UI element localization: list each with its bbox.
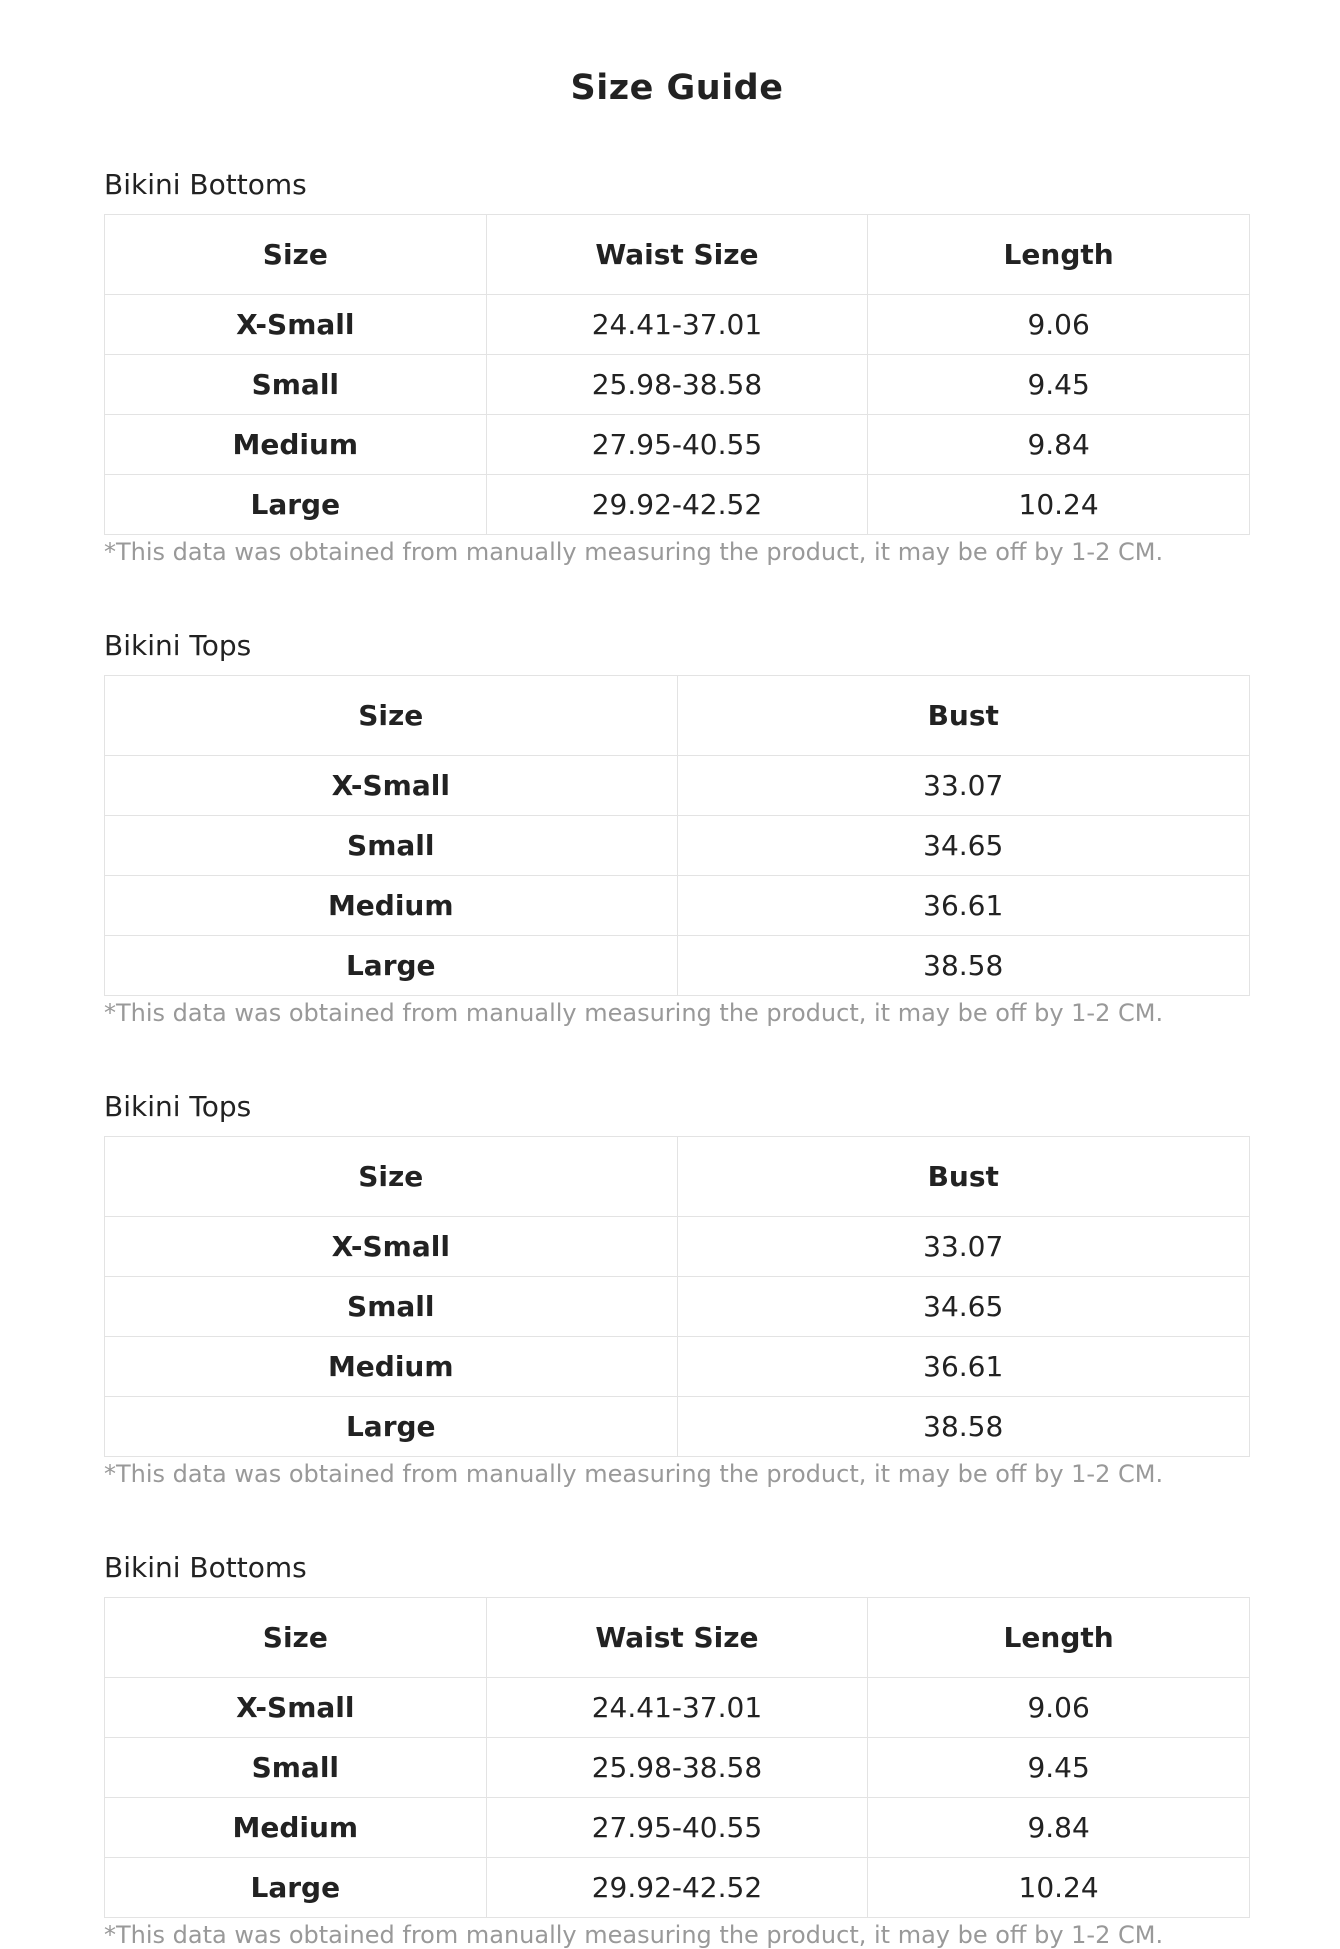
column-header: Bust xyxy=(677,676,1250,756)
measurement-note: *This data was obtained from manually measuring the product, it may be off by 1-2 CM. xyxy=(104,538,1164,566)
length-cell: 9.06 xyxy=(868,1678,1250,1738)
table-row xyxy=(105,475,1250,535)
column-header: Length xyxy=(868,1598,1250,1678)
column-header: Waist Size xyxy=(486,1598,868,1678)
length-cell: 9.06 xyxy=(868,295,1250,355)
column-header: Size xyxy=(105,1137,678,1217)
size-cell: Medium xyxy=(105,415,487,475)
length-cell: 9.45 xyxy=(868,1738,1250,1798)
table-row xyxy=(105,1337,1250,1397)
bust-cell: 36.61 xyxy=(677,876,1250,936)
table-row xyxy=(105,756,1250,816)
table-row xyxy=(105,876,1250,936)
column-header: Waist Size xyxy=(486,215,868,295)
table-row xyxy=(105,1858,1250,1918)
size-cell: X-Small xyxy=(105,1678,487,1738)
table-row xyxy=(105,1798,1250,1858)
column-header: Size xyxy=(105,215,487,295)
length-cell: 10.24 xyxy=(868,1858,1250,1918)
size-table xyxy=(104,1597,1250,1918)
table-row xyxy=(105,1397,1250,1457)
measurement-note: *This data was obtained from manually measuring the product, it may be off by 1-2 CM. xyxy=(104,1921,1164,1949)
column-header: Bust xyxy=(677,1137,1250,1217)
section-title: Bikini Tops xyxy=(104,629,252,662)
size-cell: Large xyxy=(105,936,678,996)
size-cell: Large xyxy=(105,1858,487,1918)
table-header-row xyxy=(105,215,1250,295)
size-section-bikini-tops xyxy=(104,629,1250,1027)
section-title: Bikini Bottoms xyxy=(104,168,307,201)
size-cell: Medium xyxy=(105,1337,678,1397)
bust-cell: 38.58 xyxy=(677,1397,1250,1457)
length-cell: 9.84 xyxy=(868,415,1250,475)
waist-cell: 25.98-38.58 xyxy=(486,1738,868,1798)
size-cell: Large xyxy=(105,475,487,535)
bust-cell: 33.07 xyxy=(677,1217,1250,1277)
size-cell: Medium xyxy=(105,876,678,936)
size-cell: X-Small xyxy=(105,295,487,355)
length-cell: 9.45 xyxy=(868,355,1250,415)
table-row xyxy=(105,415,1250,475)
table-row xyxy=(105,1738,1250,1798)
size-cell: X-Small xyxy=(105,756,678,816)
length-cell: 9.84 xyxy=(868,1798,1250,1858)
bust-cell: 38.58 xyxy=(677,936,1250,996)
waist-cell: 27.95-40.55 xyxy=(486,415,868,475)
table-row xyxy=(105,936,1250,996)
page-title: Size Guide xyxy=(570,68,784,108)
size-cell: Small xyxy=(105,816,678,876)
table-row xyxy=(105,1277,1250,1337)
waist-cell: 25.98-38.58 xyxy=(486,355,868,415)
measurement-note: *This data was obtained from manually measuring the product, it may be off by 1-2 CM. xyxy=(104,1460,1164,1488)
column-header: Length xyxy=(868,215,1250,295)
column-header: Size xyxy=(105,1598,487,1678)
table-header-row xyxy=(105,1137,1250,1217)
size-section-bikini-bottoms xyxy=(104,1551,1250,1949)
table-row xyxy=(105,816,1250,876)
bust-cell: 34.65 xyxy=(677,1277,1250,1337)
bust-cell: 33.07 xyxy=(677,756,1250,816)
bust-cell: 36.61 xyxy=(677,1337,1250,1397)
section-title: Bikini Bottoms xyxy=(104,1551,307,1584)
size-section-bikini-bottoms xyxy=(104,168,1250,566)
section-title: Bikini Tops xyxy=(104,1090,252,1123)
waist-cell: 29.92-42.52 xyxy=(486,1858,868,1918)
column-header: Size xyxy=(105,676,678,756)
waist-cell: 24.41-37.01 xyxy=(486,295,868,355)
size-section-bikini-tops xyxy=(104,1090,1250,1488)
waist-cell: 29.92-42.52 xyxy=(486,475,868,535)
measurement-note: *This data was obtained from manually measuring the product, it may be off by 1-2 CM. xyxy=(104,999,1164,1027)
waist-cell: 24.41-37.01 xyxy=(486,1678,868,1738)
size-cell: X-Small xyxy=(105,1217,678,1277)
table-row xyxy=(105,355,1250,415)
size-cell: Small xyxy=(105,355,487,415)
waist-cell: 27.95-40.55 xyxy=(486,1798,868,1858)
table-row xyxy=(105,1217,1250,1277)
table-header-row xyxy=(105,676,1250,756)
bust-cell: 34.65 xyxy=(677,816,1250,876)
table-row xyxy=(105,295,1250,355)
size-cell: Large xyxy=(105,1397,678,1457)
table-row xyxy=(105,1678,1250,1738)
size-cell: Small xyxy=(105,1277,678,1337)
size-cell: Medium xyxy=(105,1798,487,1858)
size-table xyxy=(104,1136,1250,1457)
size-cell: Small xyxy=(105,1738,487,1798)
length-cell: 10.24 xyxy=(868,475,1250,535)
size-table xyxy=(104,675,1250,996)
size-table xyxy=(104,214,1250,535)
table-header-row xyxy=(105,1598,1250,1678)
